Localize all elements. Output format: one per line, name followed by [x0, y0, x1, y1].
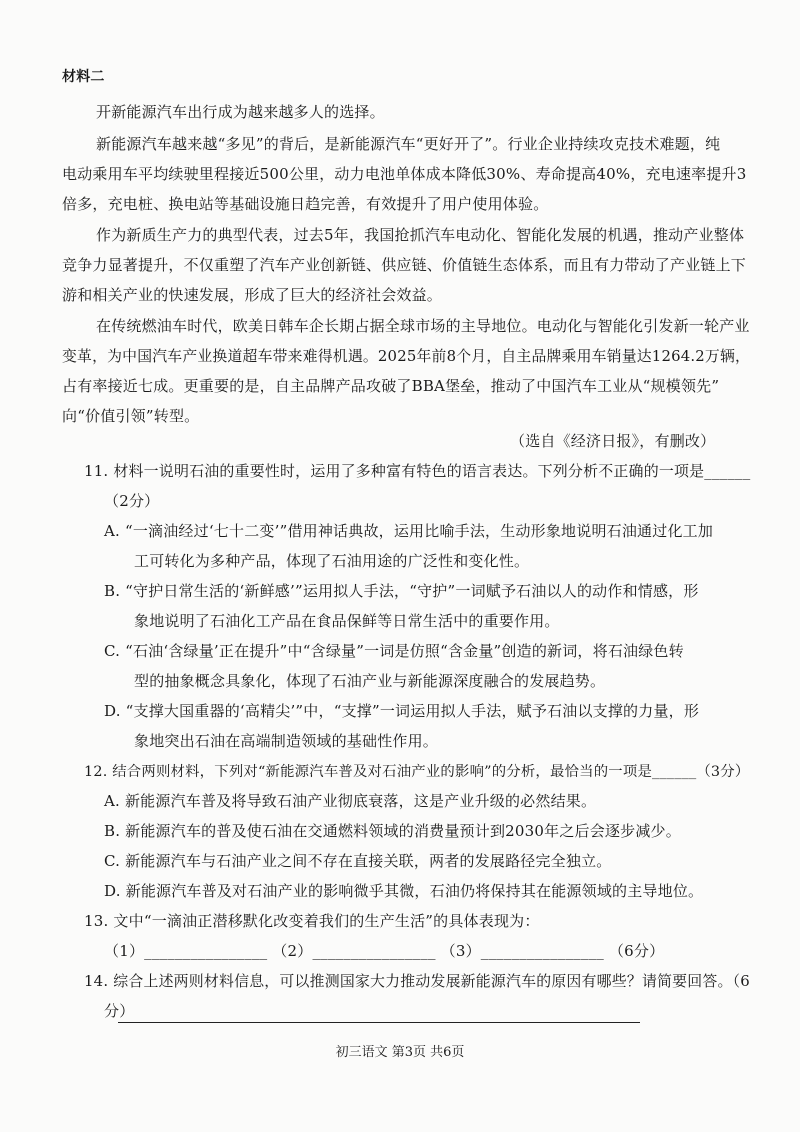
q11-option-b-line1: B. “守护日常生活的‘新鲜感’”运用拟人手法，“守护”一词赋予石油以人的动作和情感，形	[104, 582, 699, 600]
page-footer: 初三语文 第3页 共6页	[335, 1045, 465, 1060]
q12-option-b: B. 新能源汽车的普及使石油在交通燃料领域的消费量预计到2030年之后会逐步减少。	[104, 822, 681, 840]
q14-stem-line1: 14. 综合上述两则材料信息，可以推测国家大力推动发展新能源汽车的原因有哪些？请简要回答。（6	[84, 972, 750, 990]
q12-stem: 12. 结合两则材料，下列对“新能源汽车普及对石油产业的影响”的分析，最恰当的一项是______（3分）	[84, 764, 750, 780]
material2-p4-line1: 在传统燃油车时代，欧美日韩车企长期占据全球市场的主导地位。电动化与智能化引发新一轮产业	[96, 317, 750, 335]
q11-option-d-line2: 象地突出石油在高端制造领域的基础性作用。	[134, 732, 439, 750]
material2-p3-line1: 作为新质生产力的典型代表，过去5年，我国抢抓汽车电动化、智能化发展的机遇，推动产业整体	[96, 226, 745, 244]
section-title: 材料二	[62, 69, 105, 85]
q12-option-c: C. 新能源汽车与石油产业之间不存在直接关联，两者的发展路径完全独立。	[104, 852, 612, 870]
q11-option-a-line1: A. “一滴油经过‘七十二变’”借用神话典故，运用比喻手法，生动形象地说明石油通过化工加	[104, 522, 714, 540]
answer-line	[118, 1022, 640, 1023]
material2-p3-line2: 竞争力显著提升，不仅重塑了汽车产业创新链、供应链、价值链生态体系，而且有力带动了产业链上下	[62, 256, 747, 274]
material2-p3-line3: 游和相关产业的快速发展，形成了巨大的经济社会效益。	[62, 286, 443, 304]
material2-p2-line2: 电动乘用车平均续驶里程接近500公里，动力电池单体成本降低30%、寿命提高40%，充电速率提升3	[62, 165, 747, 183]
q11-stem-line1: 11. 材料一说明石油的重要性时，运用了多种富有特色的语言表达。下列分析不正确的一项是______	[84, 462, 751, 480]
q11-option-a-line2: 工可转化为多种产品，体现了石油用途的广泛性和变化性。	[134, 552, 530, 570]
q13-blanks: （1）________________ （2）________________ （3）________________ （6分）	[104, 942, 665, 960]
material2-p1-line1: 开新能源汽车出行成为越来越多人的选择。	[96, 103, 385, 121]
q12-option-a: A. 新能源汽车普及将导致石油产业彻底衰落，这是产业升级的必然结果。	[104, 792, 597, 810]
q11-option-c-line2: 型的抽象概念具象化，体现了石油产业与新能源深度融合的发展趋势。	[134, 672, 606, 690]
q11-stem-line2: （2分）	[104, 492, 160, 510]
material2-p2-line3: 倍多，充电桩、换电站等基础设施日趋完善，有效提升了用户使用体验。	[62, 195, 549, 213]
material2-p4-line4: 向“价值引领”转型。	[62, 407, 200, 425]
source-citation: （选自《经济日报》，有删改）	[510, 432, 716, 450]
q11-option-c-line1: C. “石油‘含绿量’正在提升”中“含绿量”一词是仿照“含金量”创造的新词，将石油绿色转	[104, 642, 684, 660]
material2-p4-line3: 占有率接近七成。更重要的是，自主品牌产品攻破了BBA堡垒，推动了中国汽车工业从“规模领先”	[62, 377, 720, 395]
q11-option-b-line2: 象地说明了石油化工产品在食品保鲜等日常生活中的重要作用。	[134, 612, 560, 630]
material2-p4-line2: 变革，为中国汽车产业换道超车带来难得机遇。2025年前8个月，自主品牌乘用车销量达1264.2万辆，	[62, 347, 751, 365]
q13-stem: 13. 文中“一滴油正潜移默化改变着我们的生产生活”的具体表现为：	[84, 912, 540, 930]
material2-p2-line1: 新能源汽车越来越“多见”的背后，是新能源汽车“更好开了”。行业企业持续攻克技术难题，纯	[96, 135, 721, 153]
q12-option-d: D. 新能源汽车普及对石油产业的影响微乎其微，石油仍将保持其在能源领域的主导地位。	[104, 882, 704, 900]
q14-stem-line2: 分）	[104, 1002, 135, 1020]
q11-option-d-line1: D. “支撑大国重器的‘高精尖’”中，“支撑”一词运用拟人手法，赋予石油以支撑的力量，形	[104, 702, 700, 720]
